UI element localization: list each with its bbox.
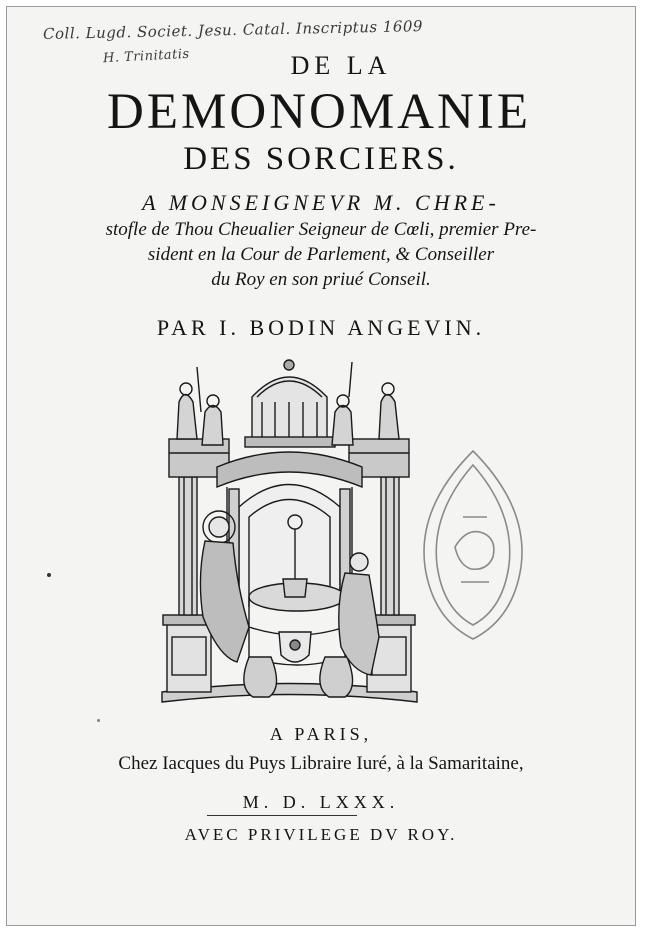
manuscript-note-2: H. Trinitatis bbox=[102, 46, 191, 67]
dedication-line-2: stofle de Thou Cheualier Seigneur de Cœli, premier Pre- bbox=[105, 219, 537, 240]
ink-speck bbox=[47, 573, 51, 577]
library-stamp bbox=[417, 447, 529, 642]
dedication-line-3: sident en la Cour de Parlement, & Conseiller bbox=[147, 244, 495, 265]
imprint-rule bbox=[207, 815, 357, 816]
author-line: PAR I. BODIN ANGEVIN. bbox=[156, 315, 486, 340]
title-line-3: DES SORCIERS. bbox=[183, 141, 459, 177]
title-line-1: DE LA bbox=[290, 51, 392, 80]
imprint-publisher: Chez Iacques du Puys Libraire Iuré, à la Samaritaine, bbox=[118, 753, 524, 774]
dedication-line-4: du Roy en son priué Conseil. bbox=[211, 269, 431, 290]
manuscript-ownership-note: Coll. Lugd. Societ. Jesu. Catal. Inscriptus 1609 bbox=[42, 17, 424, 43]
imprint-year: M. D. LXXX. bbox=[242, 792, 400, 812]
title-line-2: DEMONOMANIE bbox=[107, 84, 531, 140]
woodcut-device-illustration bbox=[157, 357, 422, 712]
title-page bbox=[6, 6, 636, 926]
dedication-line-1: A MONSEIGNEVR M. CHRE- bbox=[142, 190, 500, 215]
imprint-place: A PARIS, bbox=[269, 724, 373, 744]
ink-speck bbox=[97, 719, 100, 722]
privilege-line: AVEC PRIVILEGE DV ROY. bbox=[184, 825, 458, 844]
